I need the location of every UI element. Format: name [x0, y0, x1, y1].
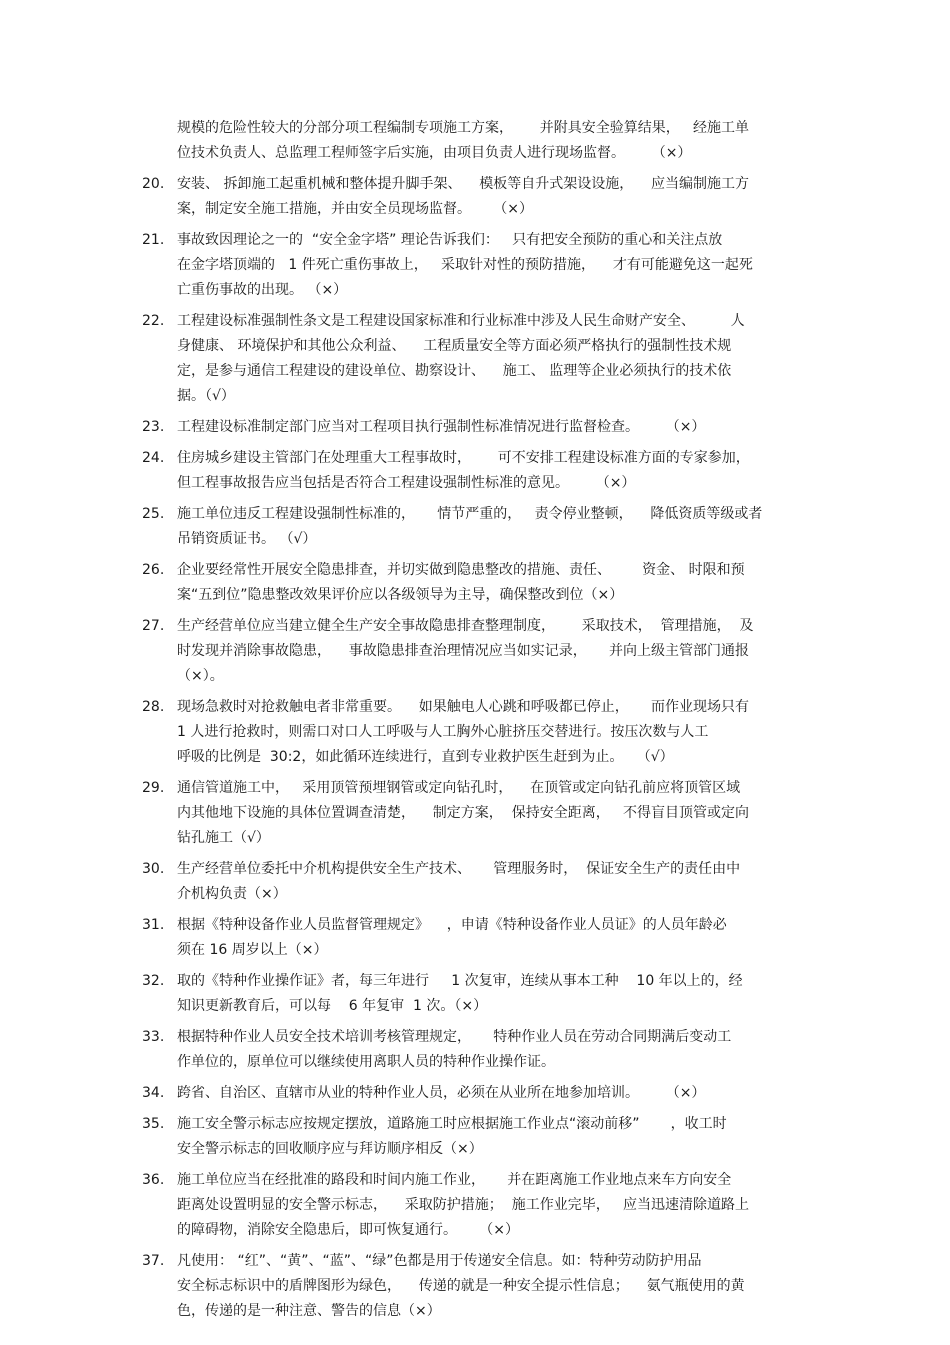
text-line: 现场急救时对抢救触电者非常重要。 如果触电人心跳和呼吸都已停止， 而作业现场只有 — [177, 699, 750, 715]
question-number: 29. — [142, 780, 165, 796]
text-line: 规模的危险性较大的分部分项工程编制专项施工方案， 并附具安全验算结果， 经施工单 — [177, 120, 750, 136]
question-item — [0, 614, 950, 689]
text-line: （×）。 — [177, 668, 224, 684]
question-item — [0, 913, 950, 963]
text-line: 工程建设标准制定部门应当对工程项目执行强制性标准情况进行监督检查。 （×） — [177, 419, 706, 435]
question-item — [0, 857, 950, 907]
question-text — [177, 614, 817, 689]
question-text — [177, 776, 817, 851]
question-text — [177, 1025, 817, 1075]
question-text — [177, 446, 817, 496]
text-line: 施工安全警示标志应按规定摆放，道路施工时应根据施工作业点“滚动前移” ，收工时 — [177, 1116, 727, 1132]
question-item — [0, 415, 950, 440]
question-number: 32. — [142, 973, 165, 989]
text-line: 呼吸的比例是 30:2，如此循环连续进行，直到专业救护医生赶到为止。 （√） — [177, 749, 674, 765]
question-item — [0, 776, 950, 851]
question-text — [177, 969, 817, 1019]
text-line: 根据特种作业人员安全技术培训考核管理规定， 特种作业人员在劳动合同期满后变动工 — [177, 1029, 732, 1045]
text-line: 工程建设标准强制性条文是工程建设国家标准和行业标准中涉及人民生命财产安全、 人 — [177, 313, 745, 329]
question-number: 27. — [142, 618, 165, 634]
question-number: 23. — [142, 419, 165, 435]
question-number: 24. — [142, 450, 165, 466]
text-line: 在金字塔顶端的 1 件死亡重伤事故上， 采取针对性的预防措施， 才有可能避免这一起死 — [177, 257, 753, 273]
question-item — [0, 172, 950, 222]
document-content — [0, 116, 950, 1324]
question-item — [0, 446, 950, 496]
text-line: 的障碍物，消除安全隐患后，即可恢复通行。 （×） — [177, 1222, 519, 1238]
text-line: 作单位的，原单位可以继续使用离职人员的特种作业操作证。 — [177, 1054, 555, 1070]
text-line: 取的《特种作业操作证》者，每三年进行 1 次复审，连续从事本工种 10 年以上的，经 — [177, 973, 743, 989]
question-item — [0, 1081, 950, 1106]
text-line: 身健康、 环境保护和其他公众利益、 工程质量安全等方面必须严格执行的强制性技术规 — [177, 338, 732, 354]
text-line: 知识更新教育后，可以每 6 年复审 1 次。（×） — [177, 998, 488, 1014]
text-line: 根据《特种设备作业人员监督管理规定》 ，申请《特种设备作业人员证》的人员年龄必 — [177, 917, 727, 933]
question-number: 34. — [142, 1085, 165, 1101]
text-line: 钻孔施工（√） — [177, 830, 270, 846]
question-item — [0, 558, 950, 608]
text-line: 跨省、自治区、直辖市从业的特种作业人员，必须在从业所在地参加培训。 （×） — [177, 1085, 706, 1101]
text-line: 施工单位违反工程建设强制性标准的， 情节严重的， 责令停业整顿， 降低资质等级或者 — [177, 506, 763, 522]
text-line: 施工单位应当在经批准的路段和时间内施工作业， 并在距离施工作业地点来车方向安全 — [177, 1172, 732, 1188]
question-number: 33. — [142, 1029, 165, 1045]
text-line: 内其他地下设施的具体位置调查清楚， 制定方案， 保持安全距离， 不得盲目顶管或定向 — [177, 805, 750, 821]
text-line: 1 人进行抢救时，则需口对口人工呼吸与人工胸外心脏挤压交替进行。按压次数与人工 — [177, 724, 709, 740]
question-text — [177, 558, 817, 608]
text-line: 据。（√） — [177, 388, 235, 404]
question-item — [0, 1249, 950, 1324]
continuation-paragraph — [177, 116, 817, 166]
text-line: 通信管道施工中， 采用顶管预埋钢管或定向钻孔时， 在顶管或定向钻孔前应将顶管区域 — [177, 780, 741, 796]
question-number: 25. — [142, 506, 165, 522]
text-line: 色，传递的是一种注意、警告的信息（×） — [177, 1303, 441, 1319]
question-item — [0, 309, 950, 409]
text-line: 吊销资质证书。 （√） — [177, 531, 317, 547]
question-item — [0, 1025, 950, 1075]
text-line: 安全标志标识中的盾牌图形为绿色， 传递的就是一种安全提示性信息； 氨气瓶使用的黄 — [177, 1278, 745, 1294]
question-text — [177, 913, 817, 963]
question-list — [0, 172, 950, 1324]
text-line: 案，制定安全施工措施，并由安全员现场监督。 （×） — [177, 201, 533, 217]
text-line: 企业要经常性开展安全隐患排查，并切实做到隐患整改的措施、责任、 资金、 时限和预 — [177, 562, 745, 578]
question-item — [0, 502, 950, 552]
question-number: 31. — [142, 917, 165, 933]
question-text — [177, 415, 817, 440]
question-item — [0, 969, 950, 1019]
text-line: 事故致因理论之一的 “安全金字塔” 理论告诉我们： 只有把安全预防的重心和关注点放 — [177, 232, 723, 248]
question-item — [0, 695, 950, 770]
question-text — [177, 857, 817, 907]
text-line: 介机构负责（×） — [177, 886, 287, 902]
question-number: 35. — [142, 1116, 165, 1132]
text-line: 安全警示标志的回收顺序应与拜访顺序相反（×） — [177, 1141, 483, 1157]
text-line: 生产经营单位委托中介机构提供安全生产技术、 管理服务时， 保证安全生产的责任由中 — [177, 861, 741, 877]
question-number: 22. — [142, 313, 165, 329]
question-text — [177, 1168, 817, 1243]
text-line: 住房城乡建设主管部门在处理重大工程事故时， 可不安排工程建设标准方面的专家参加， — [177, 450, 750, 466]
question-text — [177, 309, 817, 409]
question-number: 28. — [142, 699, 165, 715]
text-line: 但工程事故报告应当包括是否符合工程建设强制性标准的意见。 （×） — [177, 475, 636, 491]
text-line: 时发现并消除事故隐患， 事故隐患排查治理情况应当如实记录， 并向上级主管部门通报 — [177, 643, 750, 659]
text-line: 定，是参与通信工程建设的建设单位、勘察设计、 施工、 监理等企业必须执行的技术依 — [177, 363, 732, 379]
question-item — [0, 1168, 950, 1243]
text-line: 须在 16 周岁以上（×） — [177, 942, 328, 958]
text-line: 安装、 拆卸施工起重机械和整体提升脚手架、 模板等自升式架设设施， 应当编制施工方 — [177, 176, 750, 192]
question-number: 30. — [142, 861, 165, 877]
text-line: 凡使用： “红”、“黄”、“蓝”、“绿”色都是用于传递安全信息。如：特种劳动防护用品 — [177, 1253, 702, 1269]
question-number: 26. — [142, 562, 165, 578]
question-text — [177, 1112, 817, 1162]
question-number: 21. — [142, 232, 165, 248]
question-number: 20. — [142, 176, 165, 192]
question-text — [177, 228, 817, 303]
text-line: 生产经营单位应当建立健全生产安全事故隐患排查整理制度， 采取技术， 管理措施， 及 — [177, 618, 754, 634]
text-line: 距离处设置明显的安全警示标志， 采取防护措施； 施工作业完毕， 应当迅速清除道路上 — [177, 1197, 750, 1213]
question-text — [177, 1249, 817, 1324]
question-item — [0, 228, 950, 303]
text-line: 案“五到位”隐患整改效果评价应以各级领导为主导，确保整改到位（×） — [177, 587, 624, 603]
question-text — [177, 502, 817, 552]
question-text — [177, 695, 817, 770]
text-line: 亡重伤事故的出现。 （×） — [177, 282, 348, 298]
question-text — [177, 1081, 817, 1106]
question-text — [177, 172, 817, 222]
question-number: 36. — [142, 1172, 165, 1188]
question-item — [0, 1112, 950, 1162]
question-number: 37. — [142, 1253, 165, 1269]
text-line: 位技术负责人、总监理工程师签字后实施，由项目负责人进行现场监督。 （×） — [177, 145, 692, 161]
